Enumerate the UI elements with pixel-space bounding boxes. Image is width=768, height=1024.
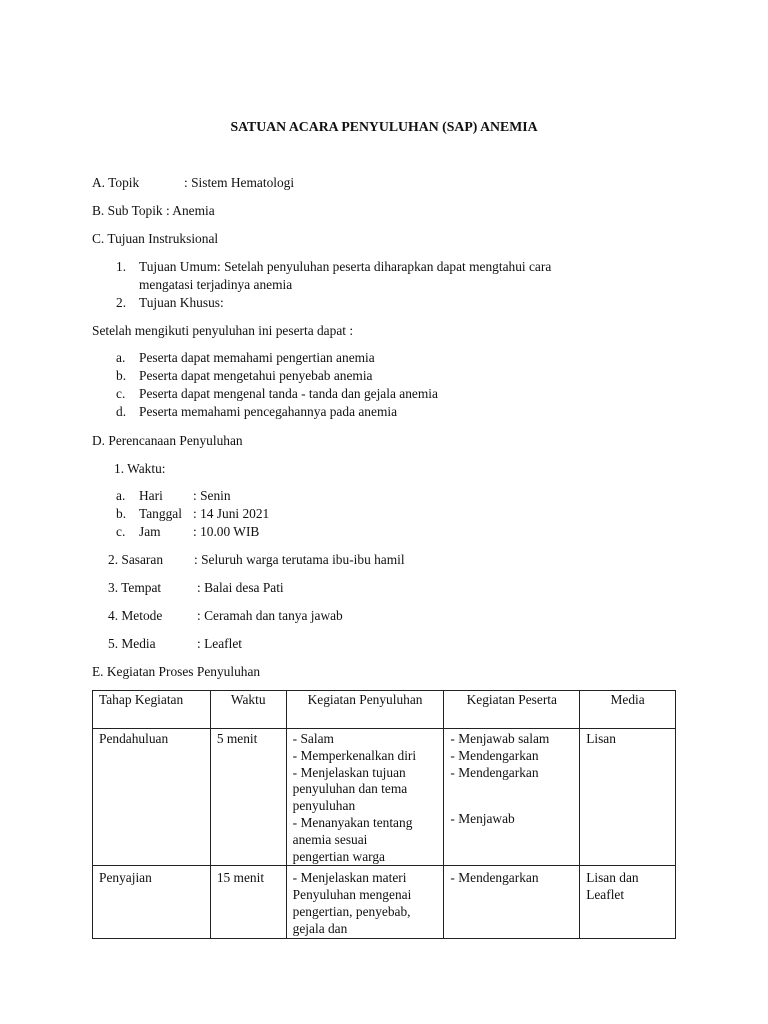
table-row — [93, 866, 676, 938]
section-b — [92, 203, 215, 219]
table-cell: - Salam - Memperkenalkan diri - Menjelaskan tujuan penyuluhan dan tema penyuluhan - Menanyakan tentang anemia sesuai pengertian warga — [286, 729, 444, 866]
table-cell: Pendahuluan — [93, 729, 211, 866]
section-a-label: A. Topik — [92, 175, 140, 190]
kegiatan-table — [92, 690, 676, 939]
table-row — [93, 729, 676, 866]
table-cell: - Mendengarkan — [444, 866, 580, 938]
metode-row: 4. Metode : Ceramah dan tanya jawab — [108, 608, 343, 623]
section-e-label: E. Kegiatan Proses Penyuluhan — [92, 664, 261, 679]
table-cell: - Menjawab salam - Mendengarkan - Mendengarkan - Menjawab — [444, 729, 580, 866]
column-header: Waktu — [210, 691, 286, 729]
section-a-value: : Sistem Hematologi — [184, 175, 295, 190]
column-header: Media — [580, 691, 676, 729]
column-header: Kegiatan Penyuluhan — [286, 691, 444, 729]
media-row: 5. Media : Leaflet — [108, 636, 242, 651]
waktu-label: 1. Waktu: — [114, 461, 166, 476]
sasaran-row: 2. Sasaran : Seluruh warga terutama ibu-ibu hamil — [108, 552, 405, 567]
list-item-continuation: mengatasi terjadinya anemia — [139, 277, 293, 292]
section-c-label: C. Tujuan Instruksional — [92, 231, 219, 246]
section-b-label: B. Sub Topik — [92, 203, 163, 218]
section-c-intro: Setelah mengikuti penyuluhan ini peserta dapat : — [92, 323, 354, 338]
list-item: b. Tanggal : 14 Juni 2021 — [116, 506, 270, 521]
table-cell: - Menjelaskan materi Penyuluhan mengenai pengertian, penyebab, gejala dan — [286, 866, 444, 938]
table-cell: Penyajian — [93, 866, 211, 938]
table-cell: 15 menit — [210, 866, 286, 938]
column-header: Kegiatan Peserta — [444, 691, 580, 729]
list-item: 1. Tujuan Umum: Setelah penyuluhan peserta diharapkan dapat mengtahui cara — [116, 259, 552, 274]
section-d-label: D. Perencanaan Penyuluhan — [92, 433, 243, 448]
list-item: c. Peserta dapat mengenal tanda - tanda dan gejala anemia — [116, 386, 438, 401]
list-item: a. Peserta dapat memahami pengertian anemia — [116, 350, 375, 365]
tempat-row: 3. Tempat : Balai desa Pati — [108, 580, 284, 595]
section-a — [92, 175, 294, 191]
list-item: d. Peserta memahami pencegahannya pada anemia — [116, 404, 398, 419]
table-cell: 5 menit — [210, 729, 286, 866]
section-b-value: : Anemia — [162, 203, 215, 218]
document-title: SATUAN ACARA PENYULUHAN (SAP) ANEMIA — [230, 119, 538, 134]
column-header: Tahap Kegiatan — [93, 691, 211, 729]
table-cell: Lisan dan Leaflet — [580, 866, 676, 938]
list-item: 2. Tujuan Khusus: — [116, 295, 224, 310]
list-item: b. Peserta dapat mengetahui penyebab anemia — [116, 368, 373, 383]
table-cell: Lisan — [580, 729, 676, 866]
list-item: a. Hari : Senin — [116, 488, 231, 503]
table-header-row — [93, 691, 676, 729]
list-item: c. Jam : 10.00 WIB — [116, 524, 260, 539]
